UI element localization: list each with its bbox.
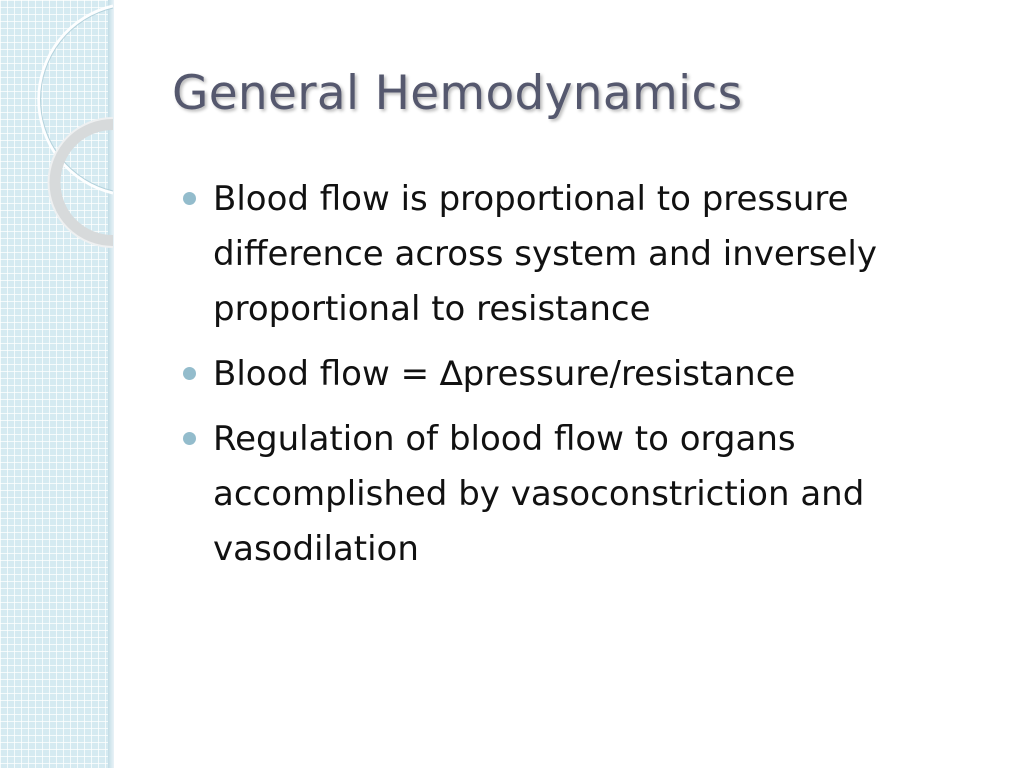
bullet-text: Blood flow is proportional to pressure difference across system and inversely proportional to resistance [213,179,877,329]
slide-title: General Hemodynamics [172,66,743,121]
bullet-item [183,172,973,337]
bullet-dot-icon [183,192,196,205]
bullet-text: Regulation of blood flow to organs accomplished by vasoconstriction and vasodilation [213,419,865,569]
decorative-rings [0,0,140,260]
bullet-text: Blood flow = ∆pressure/resistance [213,354,796,394]
bullet-dot-icon [183,432,196,445]
bullet-dot-icon [183,367,196,380]
bullet-item [183,347,973,402]
bullet-list [183,172,973,587]
bullet-item [183,412,973,577]
